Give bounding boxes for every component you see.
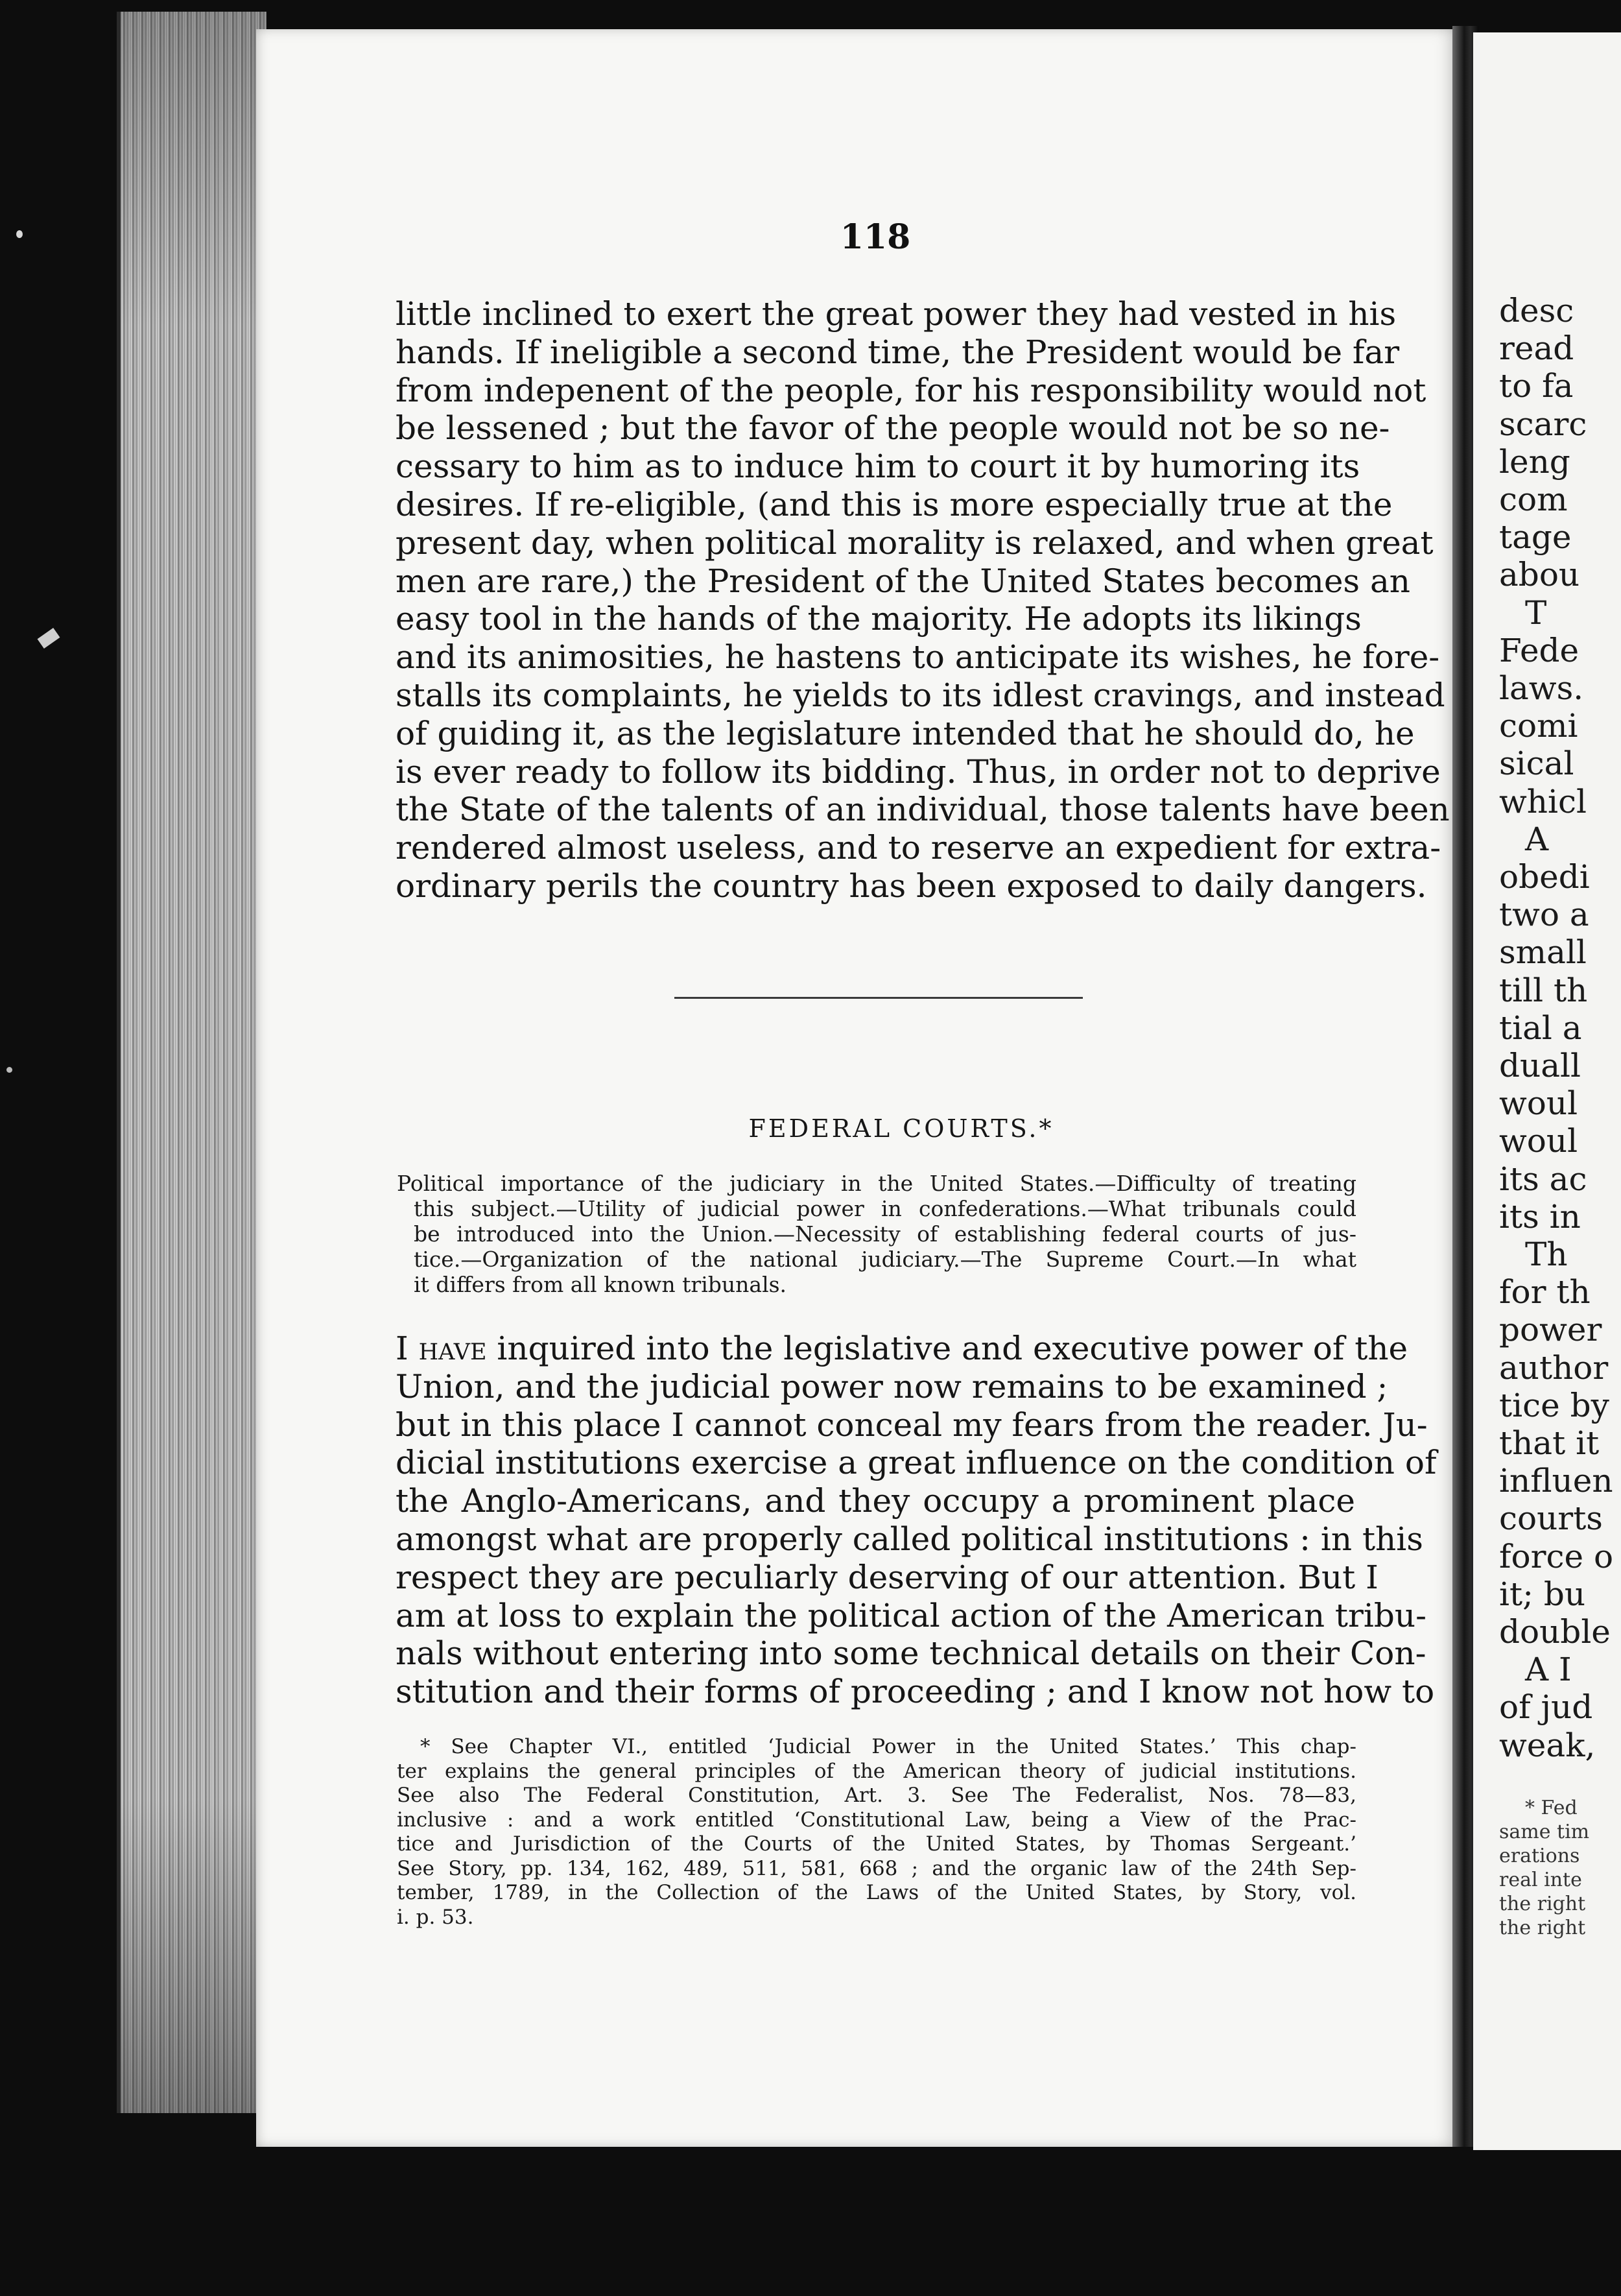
text-line: this subject.—Utility of judicial power in confederations.—What tribunals could (414, 1196, 1356, 1221)
text-line: from indepenent of the people, for his responsibility would not (396, 371, 1426, 409)
facing-page-line: whicl (1499, 782, 1587, 820)
facing-page-line: weak, (1499, 1726, 1596, 1764)
facing-page (1473, 32, 1621, 2150)
opening-words: I have (396, 1330, 487, 1367)
text-line: ter explains the general principles of the American theory of judicial institutions. (397, 1759, 1356, 1783)
facing-page-line: that it (1499, 1424, 1600, 1462)
facing-page-line: A (1525, 820, 1549, 858)
text-line: stalls its complaints, he yields to its idlest cravings, and instead (396, 676, 1445, 714)
facing-page-line: power (1499, 1311, 1602, 1349)
facing-page-line: leng (1499, 442, 1570, 481)
text-line: respect they are peculiarly deserving of our attention. But I (396, 1558, 1378, 1596)
text-line: present day, when political morality is relaxed, and when great (396, 523, 1434, 562)
facing-page-line: woul (1499, 1084, 1578, 1123)
facing-page-line: duall (1499, 1047, 1581, 1084)
facing-page-line: courts (1499, 1500, 1603, 1538)
facing-page-line: sical (1499, 745, 1574, 783)
chapter-summary (397, 1171, 1356, 1297)
text-line: is ever ready to follow its bidding. Thus, in order not to deprive (396, 752, 1441, 791)
text-line: amongst what are properly called political institutions : in this (396, 1520, 1423, 1558)
text-line: * See Chapter VI., entitled ‘Judicial Power in the United States.’ This chap- (420, 1735, 1356, 1758)
facing-page-line: small (1499, 933, 1587, 972)
text-line: hands. If ineligible a second time, the President would be far (396, 333, 1400, 371)
text-line: easy tool in the hands of the majority. He adopts its likings (396, 600, 1362, 638)
facing-page-line: obedi (1499, 858, 1590, 896)
text-line: of guiding it, as the legislature intended that he should do, he (396, 714, 1415, 752)
facing-page-line: tice by (1499, 1386, 1609, 1424)
facing-page-line: read (1499, 329, 1574, 368)
facing-page-line: influen (1499, 1462, 1613, 1500)
text-line: desires. If re-eligible, (and this is more especially true at the (396, 485, 1393, 523)
facing-page-line: double (1499, 1613, 1611, 1651)
text-line: tice.—Organization of the national judiciary.—The Supreme Court.—In what (414, 1247, 1356, 1272)
text-line: Political importance of the judiciary in the United States.—Difficulty of treating (397, 1171, 1356, 1196)
facing-page-line: woul (1499, 1122, 1578, 1160)
facing-page-footnote-line: * Fed (1525, 1797, 1578, 1819)
facing-page-line: tial a (1499, 1009, 1582, 1047)
facing-page-line: scarc (1499, 405, 1587, 443)
book-page-edges (117, 12, 266, 2113)
main-paragraph (396, 1330, 1437, 1711)
facing-page-line: desc (1499, 292, 1574, 329)
text-line (396, 1330, 1408, 1368)
top-paragraph (396, 295, 1450, 905)
text-line: men are rare,) the President of the United States becomes an (396, 562, 1410, 600)
text-line: i. p. 53. (397, 1905, 474, 1929)
text-line: rendered almost useless, and to reserve an expedient for extra- (396, 829, 1441, 867)
text-line: ordinary perils the country has been exposed to daily dangers. (396, 867, 1427, 905)
facing-page-line: it; bu (1499, 1575, 1586, 1613)
page-number: 118 (840, 217, 911, 257)
facing-page-line: its in (1499, 1197, 1581, 1236)
facing-page-line: comi (1499, 707, 1578, 745)
facing-page-footnote-line: erations (1499, 1845, 1580, 1867)
section-divider (674, 997, 1083, 999)
text-line: but in this place I cannot conceal my fears from the reader. Ju- (396, 1405, 1428, 1444)
footnote (397, 1735, 1356, 1930)
facing-page-line: abou (1499, 556, 1580, 594)
facing-page-line: A I (1525, 1651, 1572, 1689)
text-line: am at loss to explain the political action of the American tribu- (396, 1596, 1427, 1634)
facing-page-line: Th (1525, 1236, 1568, 1273)
facing-page-line: author (1499, 1348, 1609, 1387)
facing-page-line: its ac (1499, 1160, 1587, 1198)
facing-page-footnote-line: same tim (1499, 1821, 1590, 1843)
facing-page-line: to fa (1499, 367, 1574, 405)
facing-page-footnote-line: the right (1499, 1893, 1586, 1915)
scan-speck (6, 1067, 12, 1073)
section-title: FEDERAL COURTS.* (748, 1114, 1054, 1143)
text-line: it differs from all known tribunals. (414, 1272, 787, 1297)
facing-page-line: tage (1499, 518, 1572, 556)
facing-page-line: com (1499, 481, 1568, 518)
facing-page-line: for th (1499, 1273, 1591, 1311)
facing-page-line: Fede (1499, 631, 1580, 669)
first-line-text: inquired into the legislative and executive power of the (486, 1330, 1408, 1367)
facing-page-line: two a (1499, 896, 1589, 934)
text-line: little inclined to exert the great power they had vested in his (396, 295, 1397, 333)
scan-speck (16, 230, 23, 238)
facing-page-line: force o (1499, 1537, 1614, 1575)
facing-page-line: of jud (1499, 1688, 1593, 1727)
text-line: be introduced into the Union.—Necessity of establishing federal courts of jus- (414, 1221, 1356, 1247)
facing-page-line: T (1525, 593, 1547, 632)
text-line: tember, 1789, in the Collection of the Laws of the United States, by Story, vol. (397, 1881, 1356, 1904)
text-line: nals without entering into some technical details on their Con- (396, 1634, 1426, 1673)
facing-page-footnote-line: real inte (1499, 1869, 1582, 1891)
text-line: cessary to him as to induce him to court it by humoring its (396, 448, 1360, 486)
text-line: and its animosities, he hastens to anticipate its wishes, he fore- (396, 638, 1440, 676)
text-line: See Story, pp. 134, 162, 489, 511, 581, 668 ; and the organic law of the 24th Sep- (397, 1856, 1356, 1880)
text-line: the Anglo-Americans, and they occupy a prominent place (396, 1482, 1355, 1520)
facing-page-line: till th (1499, 971, 1588, 1009)
facing-page-footnote-line: the right (1499, 1917, 1586, 1939)
text-line: the State of the talents of an individual, those talents have been (396, 791, 1450, 829)
text-line: inclusive : and a work entitled ‘Constitutional Law, being a View of the Prac- (397, 1808, 1356, 1832)
text-line: be lessened ; but the favor of the people would not be so ne- (396, 409, 1390, 448)
text-line: dicial institutions exercise a great influence on the condition of (396, 1444, 1437, 1482)
text-line: See also The Federal Constitution, Art. 3. See The Federalist, Nos. 78—83, (397, 1784, 1356, 1807)
scan-speck (38, 628, 60, 649)
text-line: stitution and their forms of proceeding ; and I know not how to (396, 1673, 1435, 1711)
facing-page-line: laws. (1499, 669, 1584, 707)
text-line: Union, and the judicial power now remains to be examined ; (396, 1367, 1388, 1405)
text-line: tice and Jurisdiction of the Courts of the United States, by Thomas Sergeant.’ (397, 1832, 1356, 1856)
